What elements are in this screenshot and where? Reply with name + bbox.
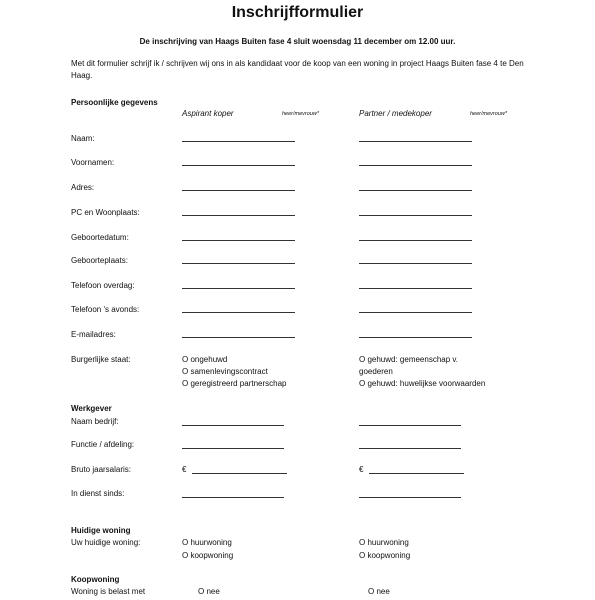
field-label-bruto-salaris: Bruto jaarsalaris: [71, 465, 132, 474]
input-line-email-partner[interactable] [359, 337, 472, 338]
field-label-burgerlijke-staat: Burgerlijke staat: [71, 355, 131, 364]
input-line-email-koper[interactable] [182, 337, 295, 338]
option-samenlevingscontract[interactable]: O samenlevingscontract [182, 367, 268, 376]
input-line-salaris-koper[interactable] [192, 473, 287, 474]
option-nee-koper[interactable]: O nee [198, 587, 220, 596]
field-label-telefoon-overdag: Telefoon overdag: [71, 281, 135, 290]
field-label-telefoon-avonds: Telefoon 's avonds: [71, 305, 140, 314]
field-label-naam: Naam: [71, 134, 95, 143]
input-line-in-dienst-partner[interactable] [359, 497, 461, 498]
field-label-geboortedatum: Geboortedatum: [71, 233, 129, 242]
input-line-telefoon-overdag-partner[interactable] [359, 288, 472, 289]
field-label-woning-belast: Woning is belast met [71, 587, 146, 596]
input-line-functie-partner[interactable] [359, 448, 461, 449]
column-aspirant-koper-salutation: heer/mevrouw* [282, 111, 319, 117]
input-line-voornamen-partner[interactable] [359, 165, 472, 166]
currency-symbol-partner: € [359, 465, 364, 474]
field-label-adres: Adres: [71, 183, 95, 192]
field-label-email: E-mailadres: [71, 330, 116, 339]
column-partner-salutation: heer/mevrouw* [470, 111, 507, 117]
input-line-woonplaats-koper[interactable] [182, 215, 295, 216]
option-gehuwd-gemeenschap[interactable]: O gehuwd: gemeenschap v. [359, 355, 459, 364]
option-gehuwd-gemeenschap-cont: goederen [359, 367, 393, 376]
section-owner-home-heading: Koopwoning [71, 575, 120, 584]
field-label-pc-woonplaats: PC en Woonplaats: [71, 208, 140, 217]
input-line-geboorteplaats-koper[interactable] [182, 263, 295, 264]
option-nee-partner[interactable]: O nee [368, 587, 390, 596]
input-line-telefoon-overdag-koper[interactable] [182, 288, 295, 289]
field-label-naam-bedrijf: Naam bedrijf: [71, 417, 119, 426]
option-huurwoning-partner[interactable]: O huurwoning [359, 538, 409, 547]
option-huurwoning-koper[interactable]: O huurwoning [182, 538, 232, 547]
field-label-in-dienst-sinds: In dienst sinds: [71, 489, 125, 498]
input-line-geboorteplaats-partner[interactable] [359, 263, 472, 264]
input-line-telefoon-avonds-koper[interactable] [182, 312, 295, 313]
intro-text: Met dit formulier schrijf ik / schrijven wij ons in als kandidaat voor de koop van een woning in project Haags Buiten fase 4 te Den Haag. [71, 59, 524, 80]
section-employer-heading: Werkgever [71, 404, 112, 413]
form-title: Inschrijfformulier [231, 4, 364, 21]
input-line-salaris-partner[interactable] [369, 473, 464, 474]
deadline-notice: De inschrijving van Haags Buiten fase 4 sluit woensdag 11 december om 12.00 uur. [139, 37, 456, 46]
input-line-naam-koper[interactable] [182, 141, 295, 142]
input-line-bedrijf-koper[interactable] [182, 425, 284, 426]
currency-symbol-koper: € [182, 465, 187, 474]
column-partner: Partner / medekoper [359, 109, 432, 118]
input-line-telefoon-avonds-partner[interactable] [359, 312, 472, 313]
input-line-geboortedatum-koper[interactable] [182, 240, 295, 241]
input-line-in-dienst-koper[interactable] [182, 497, 284, 498]
field-label-voornamen: Voornamen: [71, 158, 115, 167]
field-label-functie: Functie / afdeling: [71, 440, 135, 449]
input-line-functie-koper[interactable] [182, 448, 284, 449]
input-line-geboortedatum-partner[interactable] [359, 240, 472, 241]
input-line-adres-partner[interactable] [359, 190, 472, 191]
input-line-adres-koper[interactable] [182, 190, 295, 191]
column-aspirant-koper: Aspirant koper [182, 109, 234, 118]
field-label-geboorteplaats: Geboorteplaats: [71, 256, 128, 265]
section-personal-heading: Persoonlijke gegevens [71, 98, 158, 107]
field-label-huidige-woning: Uw huidige woning: [71, 538, 141, 547]
input-line-bedrijf-partner[interactable] [359, 425, 461, 426]
option-ongehuwd[interactable]: O ongehuwd [182, 355, 228, 364]
option-koopwoning-partner[interactable]: O koopwoning [359, 551, 411, 560]
option-gehuwd-huwelijkse-voorwaarden[interactable]: O gehuwd: huwelijkse voorwaarden [359, 379, 486, 388]
input-line-voornamen-koper[interactable] [182, 165, 295, 166]
option-geregistreerd-partnerschap[interactable]: O geregistreerd partnerschap [182, 379, 287, 388]
section-current-home-heading: Huidige woning [71, 526, 131, 535]
input-line-woonplaats-partner[interactable] [359, 215, 472, 216]
option-koopwoning-koper[interactable]: O koopwoning [182, 551, 234, 560]
input-line-naam-partner[interactable] [359, 141, 472, 142]
